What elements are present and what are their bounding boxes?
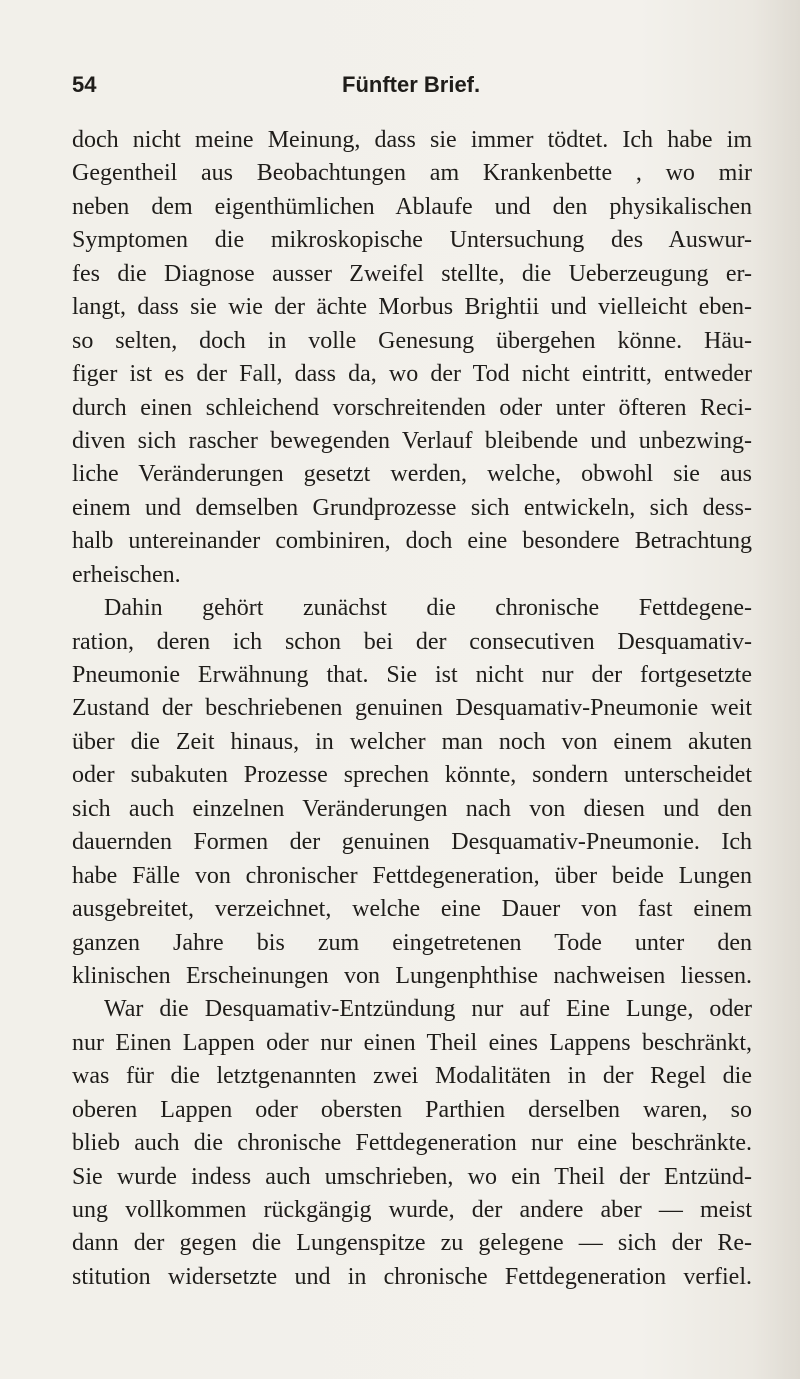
text-line: sich auch einzelnen Veränderungen nach von diesen und den bbox=[72, 795, 752, 822]
text-line: ausgebreitet, verzeichnet, welche eine Dauer von fast einem bbox=[72, 896, 752, 923]
page-header bbox=[72, 72, 722, 102]
text-line: was für die letztgenannten zwei Modalitäten in der Regel die bbox=[72, 1063, 752, 1090]
text-line: langt, dass sie wie der ächte Morbus Brightii und vielleicht eben- bbox=[72, 294, 752, 321]
page-number: 54 bbox=[72, 72, 97, 97]
text-line: neben dem eigenthümlichen Ablaufe und den physikalischen bbox=[72, 193, 752, 220]
text-line: doch nicht meine Meinung, dass sie immer tödtet. Ich habe im bbox=[72, 127, 752, 153]
text-line: oder subakuten Prozesse sprechen könnte, sondern unterscheidet bbox=[72, 762, 752, 789]
text-line: stitution widersetzte und in chronische Fettdegeneration verfiel. bbox=[72, 1263, 752, 1290]
text-line: Gegentheil aus Beobachtungen am Krankenbette , wo mir bbox=[72, 160, 752, 187]
text-line: blieb auch die chronische Fettdegeneration nur eine beschränkte. bbox=[72, 1130, 752, 1157]
text-line: nur Einen Lappen oder nur einen Theil eines Lappens beschränkt, bbox=[72, 1029, 752, 1056]
text-line: Pneumonie Erwähnung that. Sie ist nicht nur der fortgesetzte bbox=[72, 662, 752, 688]
text-line: War die Desquamativ-Entzündung nur auf Eine Lunge, oder bbox=[104, 996, 752, 1023]
text-line: liche Veränderungen gesetzt werden, welche, obwohl sie aus bbox=[72, 461, 752, 488]
text-line: Sie wurde indess auch umschrieben, wo ein Theil der Entzünd- bbox=[72, 1163, 752, 1190]
text-line: habe Fälle von chronischer Fettdegeneration, über beide Lungen bbox=[72, 862, 752, 889]
text-line: diven sich rascher bewegenden Verlauf bleibende und unbezwing- bbox=[72, 427, 752, 454]
text-line: Symptomen die mikroskopische Untersuchung des Auswur- bbox=[72, 227, 752, 254]
text-line: klinischen Erscheinungen von Lungenphthise nachweisen liessen. bbox=[72, 962, 752, 989]
text-line: durch einen schleichend vorschreitenden oder unter öfteren Reci- bbox=[72, 394, 752, 421]
text-line: ration, deren ich schon bei der consecutiven Desquamativ- bbox=[72, 628, 752, 655]
text-line: über die Zeit hinaus, in welcher man noch von einem akuten bbox=[72, 728, 752, 755]
text-line: figer ist es der Fall, dass da, wo der Tod nicht eintritt, entweder bbox=[72, 361, 752, 388]
body-text bbox=[72, 124, 752, 1294]
text-line: so selten, doch in volle Genesung übergehen könne. Häu- bbox=[72, 327, 752, 354]
text-line: dauernden Formen der genuinen Desquamativ-Pneumonie. Ich bbox=[72, 829, 752, 856]
text-line: fes die Diagnose ausser Zweifel stellte, die Ueberzeugung er- bbox=[72, 260, 752, 287]
text-line: ung vollkommen rückgängig wurde, der andere aber — meist bbox=[72, 1197, 752, 1223]
text-line: ganzen Jahre bis zum eingetretenen Tode unter den bbox=[72, 929, 752, 956]
text-line: oberen Lappen oder obersten Parthien derselben waren, so bbox=[72, 1096, 752, 1123]
text-line: Zustand der beschriebenen genuinen Desquamativ-Pneumonie weit bbox=[72, 695, 752, 722]
running-title: Fünfter Brief. bbox=[342, 72, 481, 97]
text-line: dann der gegen die Lungenspitze zu gelegene — sich der Re- bbox=[72, 1230, 752, 1257]
text-line: halb untereinander combiniren, doch eine besondere Betrachtung bbox=[72, 528, 752, 555]
text-line: einem und demselben Grundprozesse sich entwickeln, sich dess- bbox=[72, 494, 752, 521]
text-line: Dahin gehört zunächst die chronische Fettdegene- bbox=[104, 595, 752, 622]
text-line: erheischen. bbox=[72, 561, 181, 588]
